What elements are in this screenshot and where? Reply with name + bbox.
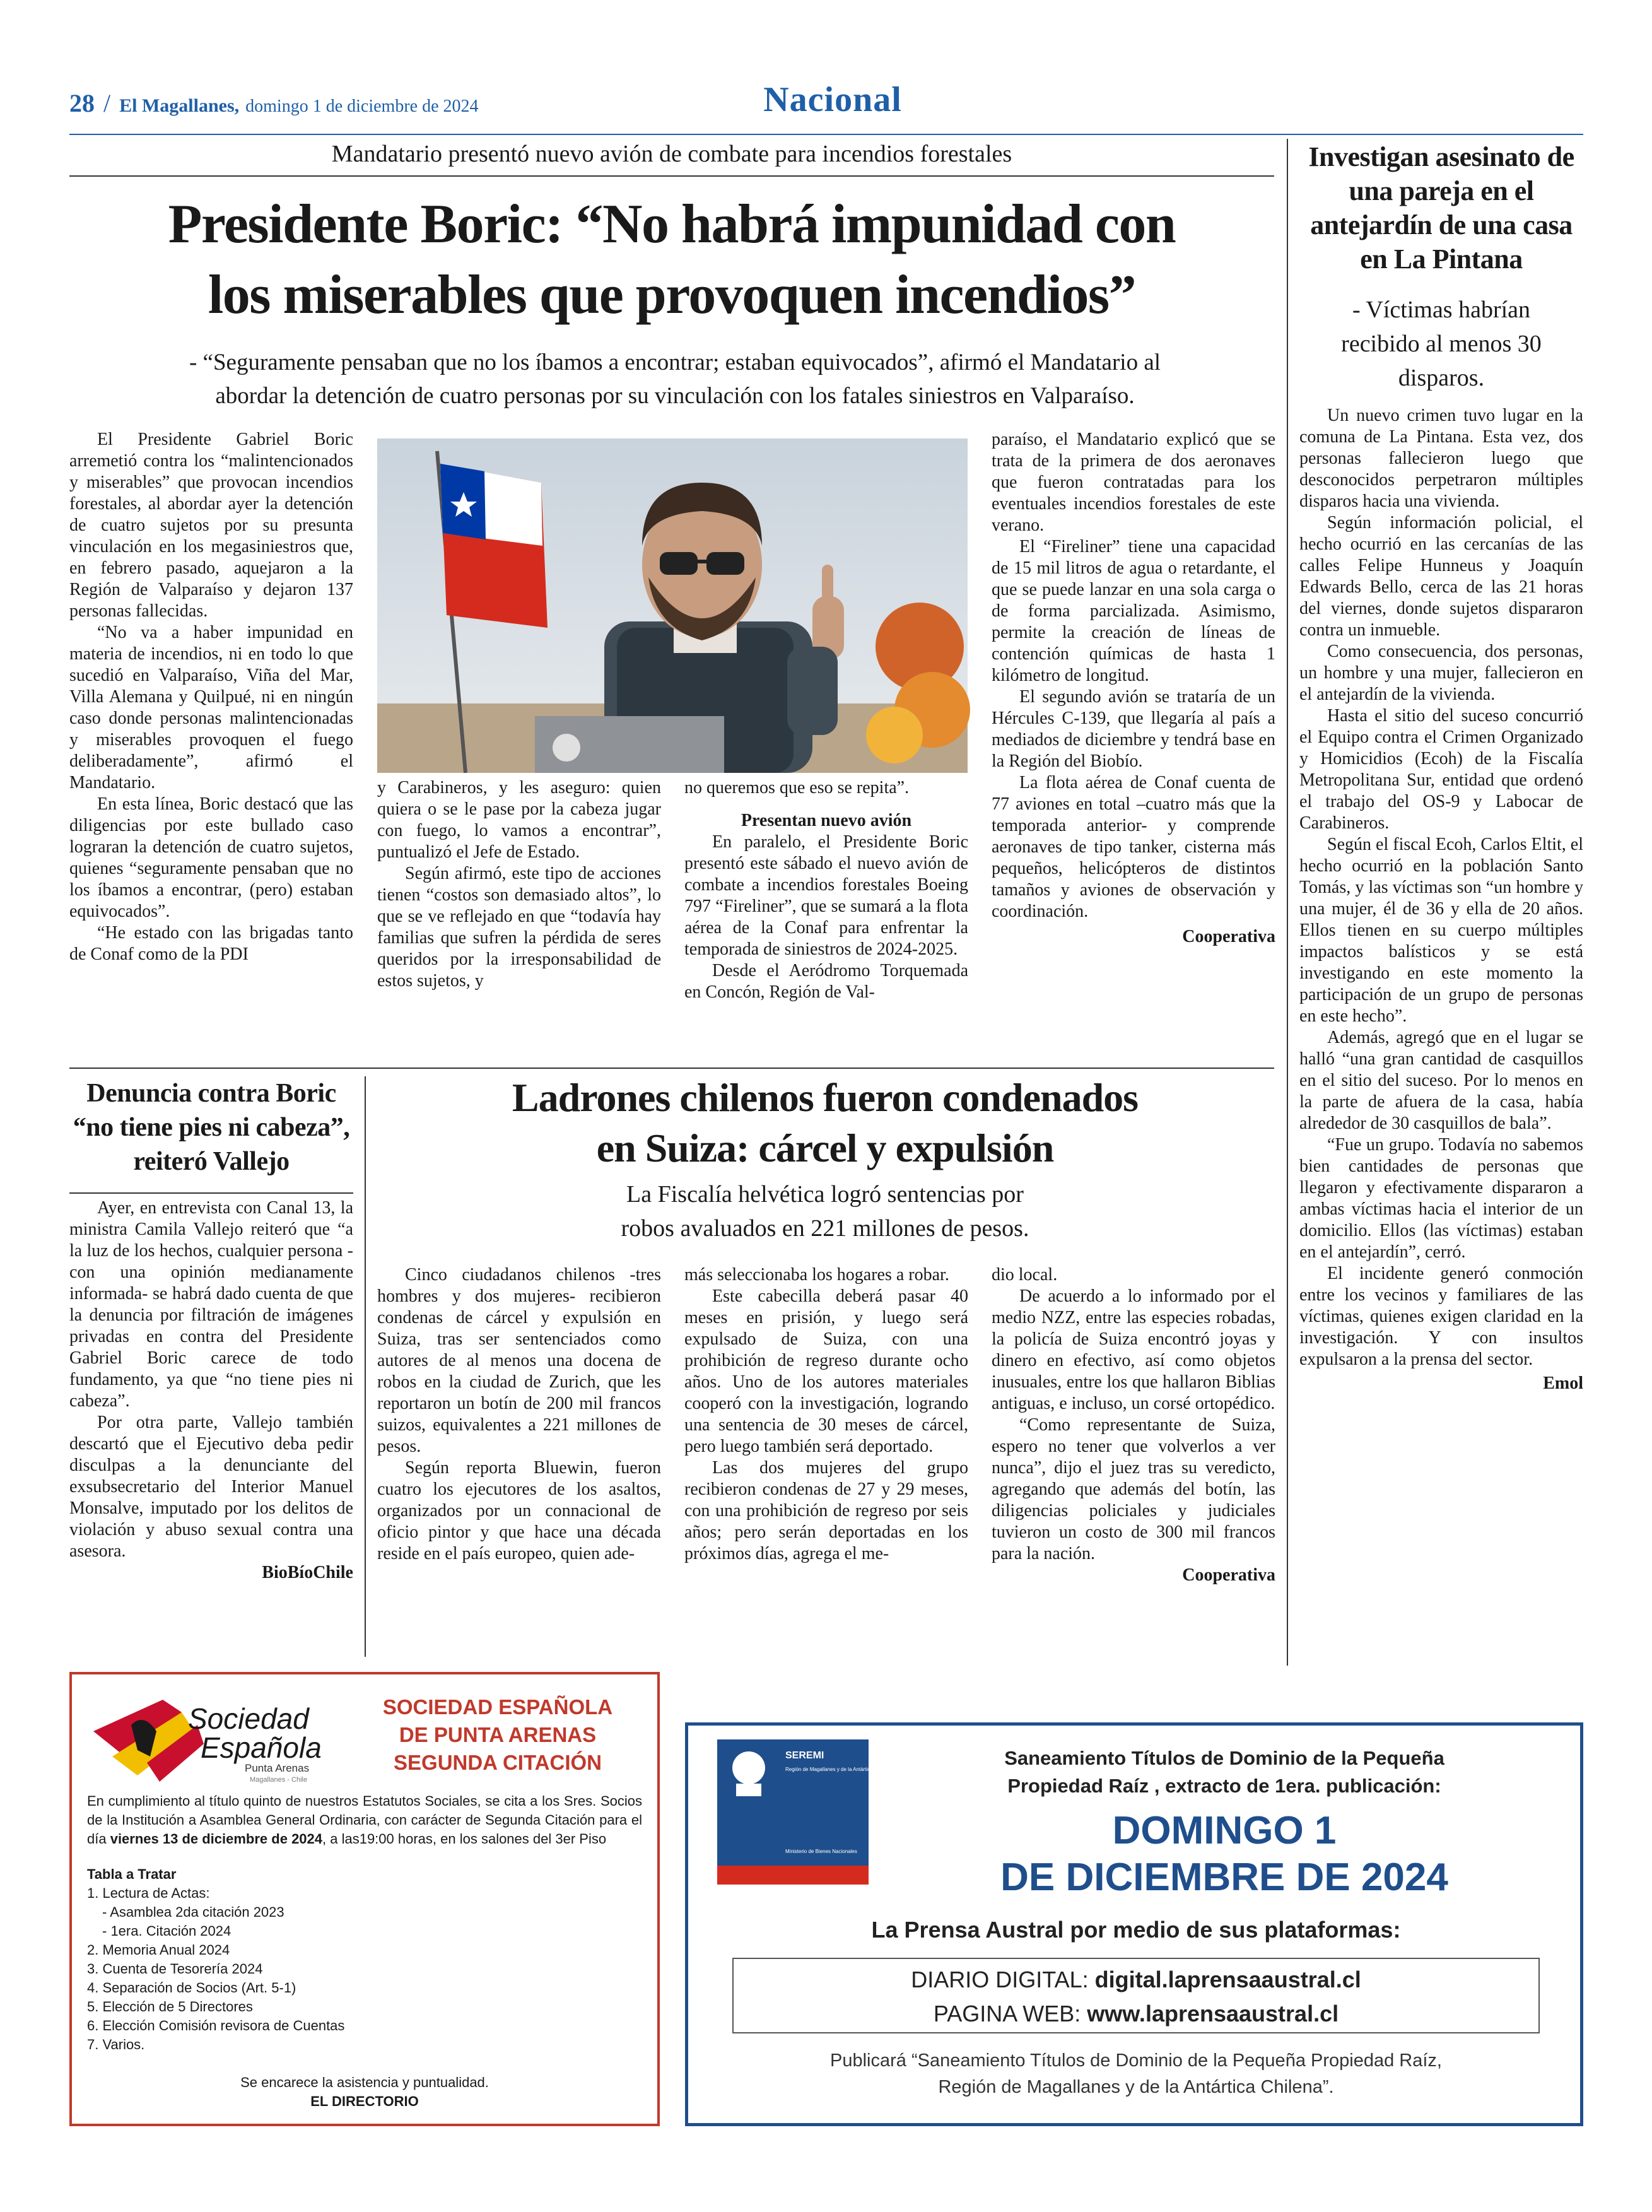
- main-col3-para: En paralelo, el Presidente Boric presentó este sábado el nuevo avión de combate a incendios forestales Boeing 797 “Fireliner”, que se sumará a la flota aérea de la Conaf para enfrentar la temporada de siniestros de 2024-2025.: [684, 832, 968, 959]
- swiss-headline: [377, 1073, 1273, 1174]
- side-para: Hasta el sitio del suceso concurrió el Equipo contra el Crimen Organizado y Homicidios (Ecoh) de la Fiscalía Metropolitana Sur, entidad que ordenó el trabajo del OS-9 y Labocar de Carabineros.: [1299, 706, 1583, 833]
- side-para: Según el fiscal Ecoh, Carlos Eltit, el hecho ocurrió en la población Santo Tomás, y las víctimas son “un hombre y una mujer, él de 36 y ella de 20 años. Ellos tienen en su cuerpo múltiples impactos balísticos y se está investigando en este momento la participación de un grupo de personas en este hecho”.: [1299, 835, 1583, 1026]
- left-para: Por otra parte, Vallejo también descartó que el Ejecutivo deba pedir disculpas a la denunciante del exsubsecretario del Interior Manuel Monsalve, imputado por los delitos de violación y abuso sexual contra una asesora.: [69, 1413, 353, 1561]
- left-divider: [365, 1076, 366, 1657]
- main-col-3: [684, 777, 968, 1061]
- seremi-platforms-text: por medio de sus plataformas:: [1063, 1917, 1401, 1943]
- seremi-heading-line2: Propiedad Raíz , extracto de 1era. publicación:: [1007, 1775, 1441, 1797]
- seremi-platforms: [713, 1915, 1559, 1946]
- sociedad-agenda: [87, 1865, 466, 2067]
- swiss-subtitle-line1: La Fiscalía helvética logró sentencias por: [626, 1181, 1024, 1208]
- sociedad-agenda-item: 7. Varios.: [87, 2037, 145, 2052]
- sociedad-closing: [87, 2073, 642, 2114]
- side-subtitle: - Víctimas habrían recibido al menos 30 disparos.: [1341, 297, 1542, 391]
- left-headline: Denuncia contra Boric “no tiene pies ni cabeza”, reiteró Vallejo: [73, 1079, 350, 1176]
- seremi-web-label: PAGINA WEB:: [933, 2001, 1087, 2027]
- main-bottom-rule: [69, 1068, 1274, 1069]
- side-para: Según información policial, el hecho ocurrió en las cercanías de las calles Felipe Hunneus y Joaquín Edwards Bello, cerca de las 21 horas del viernes, donde sujetos dispararon contra un inmueble.: [1299, 513, 1583, 640]
- sociedad-body-date: viernes 13 de diciembre de 2024: [110, 1831, 323, 1847]
- header-separator: /: [103, 89, 111, 117]
- swiss-col-1: [377, 1264, 661, 1656]
- sociedad-agenda-item: 1. Lectura de Actas:: [87, 1885, 210, 1901]
- paper-name: El Magallanes,: [119, 95, 240, 116]
- main-col4-para: La flota aérea de Conaf cuenta de 77 aviones en total –cuatro más que la temporada anterior- y comprende aeronaves de tipo tanker, cisterna más pequeños, helicópteros de distintos tamaños y aviones de observación y coordinación.: [992, 773, 1275, 921]
- sociedad-signature: EL DIRECTORIO: [310, 2093, 419, 2109]
- left-body: [69, 1197, 353, 1652]
- sociedad-closing-text: Se encarece la asistencia y puntualidad.: [240, 2074, 489, 2090]
- swiss-subtitle-line2: robos avaluados en 221 millones de pesos.: [621, 1215, 1029, 1242]
- sociedad-heading-line3: SEGUNDA CITACIÓN: [394, 1751, 602, 1774]
- page-number: 28: [69, 89, 95, 117]
- side-para: Además, agregó que en el lugar se halló “una gran cantidad de casquillos en el sitio del suceso. Por lo menos en la parte de afuera de la casa, había alrededor de 30 casquillos de bala”.: [1299, 1028, 1583, 1133]
- main-col4-para: El “Fireliner” tiene una capacidad de 15 mil litros de agua o retardante, el que se puede lanzar en una sola carga o de forma parcializada. Asimismo, permite la creación de líneas de contención químicas de hasta 1 kilómetro de longitud.: [992, 537, 1275, 685]
- side-para: Un nuevo crimen tuvo lugar en la comuna de La Pintana. Esta vez, dos personas fallecieron luego que desconocidos perpetraron múltiples disparos hacia una vivienda.: [1299, 406, 1583, 511]
- sociedad-logo: [87, 1687, 339, 1788]
- left-headline-rule: [69, 1192, 353, 1194]
- seremi-date-line2: DE DICIEMBRE DE 2024: [1000, 1856, 1448, 1899]
- sociedad-agenda-item: - 1era. Citación 2024: [102, 1923, 231, 1939]
- swiss-col3-para: De acuerdo a lo informado por el medio NZZ, entre las especies robadas, la policía de Suiza encontró joyas y dinero en efectivo, así como objetos inusuales, entre los que hallaron Biblias antiguas, e incluso, un corsé ortopédico.: [992, 1286, 1275, 1413]
- main-headline-line1: Presidente Boric: “No habrá impunidad con: [168, 194, 1176, 255]
- seremi-date: [877, 1808, 1571, 1902]
- seremi-links-box: [732, 1958, 1540, 2033]
- sociedad-logo-graphic: [87, 1687, 339, 1788]
- side-para: “Fue un grupo. Todavía no sabemos bien cantidades de personas que llegaron y efectivamente dispararon a ambas víctimas hacia el interior de un domicilio. Ellos (las víctimas) estaban en el antejardín”, cerró.: [1299, 1135, 1583, 1262]
- seremi-date-line1: DOMINGO 1: [1112, 1809, 1337, 1852]
- main-photo: [377, 438, 968, 773]
- seremi-web-link[interactable]: www.laprensaaustral.cl: [1087, 2001, 1339, 2027]
- seremi-logo-graphic: [717, 1739, 892, 1885]
- main-kicker: Mandatario presentó nuevo avión de combate para incendios forestales: [331, 141, 1012, 167]
- kicker-rule: [69, 175, 1274, 177]
- ad-seremi: [685, 1722, 1583, 2126]
- seremi-platforms-brand: La Prensa Austral: [871, 1917, 1064, 1943]
- main-col2-para: y Carabineros, y les aseguro: quien quiera o se le pase por la cabeza jugar con fuego, lo vamos a encontrar”, puntualizó el Jefe de Estado.: [377, 778, 661, 862]
- sociedad-agenda-item: 2. Memoria Anual 2024: [87, 1942, 230, 1958]
- main-col3-para: no queremos que eso se repita”.: [684, 778, 910, 797]
- seremi-logo: [717, 1739, 892, 1885]
- sociedad-heading-line2: DE PUNTA ARENAS: [399, 1723, 597, 1746]
- sociedad-agenda-item: 6. Elección Comisión revisora de Cuentas: [87, 2018, 345, 2033]
- sociedad-body-text: En cumplimiento al título quinto de nuestros Estatutos Sociales, se cita a los Sres. Socios de la Institución a Asamblea General Ordinaria, con carácter de Segunda Citación para el día: [87, 1793, 642, 1847]
- swiss-subtitle: [377, 1177, 1273, 1247]
- sociedad-agenda-title: Tabla a Tratar: [87, 1866, 177, 1882]
- main-subtitle-line1: - “Seguramente pensaban que no los íbamos a encontrar; estaban equivocados”, afirmó el Mandatario al: [189, 350, 1161, 375]
- sociedad-agenda-item: 5. Elección de 5 Directores: [87, 1999, 253, 2015]
- main-col-2: [377, 777, 661, 1061]
- swiss-headline-line1: Ladrones chilenos fueron condenados: [512, 1075, 1139, 1120]
- main-col3-subhead: Presentan nuevo avión: [741, 811, 912, 830]
- swiss-col-2: [684, 1264, 968, 1656]
- swiss-col1-para: Según reporta Bluewin, fueron cuatro los ejecutores de los asaltos, organizados por un connacional de oficio pintor y que hace una década reside en el país europeo, quien ade-: [377, 1458, 661, 1563]
- seremi-digital-link[interactable]: digital.laprensaaustral.cl: [1094, 1967, 1361, 1992]
- sociedad-heading-line1: SOCIEDAD ESPAÑOLA: [382, 1695, 613, 1719]
- header-rule: [69, 134, 1583, 135]
- sociedad-agenda-item: 3. Cuenta de Tesorería 2024: [87, 1961, 263, 1977]
- seremi-footer-line2: Región de Magallanes y de la Antártica Chilena”.: [938, 2077, 1334, 2097]
- ad-sociedad-espanola: [69, 1672, 660, 2126]
- seremi-web-row: [734, 1997, 1538, 2031]
- sociedad-body: [87, 1792, 642, 1861]
- main-subtitle: [88, 346, 1262, 415]
- sociedad-agenda-item: 4. Separación de Socios (Art. 5-1): [87, 1980, 296, 1996]
- swiss-source: Cooperativa: [1182, 1565, 1275, 1585]
- swiss-col2-para: Este cabecilla deberá pasar 40 meses en prisión, y luego será expulsado de Suiza, con una prohibición de regreso durante ocho años. Uno de los autores materiales cooperó con la investigación, logrando una sentencia de 30 meses de cárcel, pero luego también será deportado.: [684, 1286, 968, 1456]
- side-para: El incidente generó conmoción entre los vecinos y familiares de las víctimas, quienes exigen claridad en la investigación. Y con insultos expulsaron a la prensa del sector.: [1299, 1264, 1583, 1369]
- seremi-logo-title: SEREMI: [785, 1750, 824, 1761]
- swiss-col3-para: dio local.: [992, 1265, 1058, 1285]
- swiss-col1-para: Cinco ciudadanos chilenos -tres hombres y dos mujeres- recibieron condenas de cárcel y expulsión en Suiza, tras ser sentenciados como autores de al menos una docena de robos en la ciudad de Zurich, que les reportaron un botín de 200 mil francos suizos, equivalentes a 221 millones de pesos.: [377, 1265, 661, 1456]
- main-col1-para: “He estado con las brigadas tanto de Conaf como de la PDI: [69, 923, 353, 964]
- seremi-digital-label: DIARIO DIGITAL:: [911, 1967, 1095, 1992]
- swiss-col-3: [992, 1264, 1275, 1681]
- section-name: Nacional: [763, 80, 902, 119]
- sociedad-heading: [349, 1693, 646, 1782]
- seremi-logo-sub: Región de Magallanes y de la Antártica Chilena: [785, 1767, 892, 1772]
- seremi-logo-ministry: Ministerio de Bienes Nacionales: [785, 1849, 857, 1854]
- seremi-footer-line1: Publicará “Saneamiento Títulos de Dominio de la Pequeña Propiedad Raíz,: [830, 2050, 1442, 2071]
- main-col3-para: Desde el Aeródromo Torquemada en Concón, Región de Val-: [684, 961, 968, 1002]
- side-body: [1299, 405, 1583, 1686]
- main-headline-line2: los miserables que provoquen incendios”: [208, 264, 1136, 326]
- side-source: Emol: [1543, 1374, 1583, 1393]
- side-para: Como consecuencia, dos personas, un hombre y una mujer, fallecieron en el antejardín de la vivienda.: [1299, 642, 1583, 704]
- main-col4-para: El segundo avión se trataría de un Hércules C-139, que llegaría al país a mediados de diciembre y tendrá base en la Región del Biobío.: [992, 687, 1275, 771]
- sociedad-logo-city: Punta Arenas: [245, 1762, 310, 1774]
- main-headline: [69, 189, 1274, 341]
- main-photo-illustration: [377, 438, 968, 773]
- swiss-col3-para: “Como representante de Suiza, espero no tener que volverlos a ver nunca”, dijo el juez tras su veredicto, agregando que además del botín, las diligencias policiales y judiciales tuvieron un costo de 300 mil francos para la nación.: [992, 1415, 1275, 1563]
- main-col2-para: Según afirmó, este tipo de acciones tienen “costos son demasiado altos”, lo que se ve reflejado en que “todavía hay familias que sufren la pérdida de seres queridos por la irresponsabilidad de estos sujetos, y: [377, 864, 661, 991]
- main-col1-para: “No va a haber impunidad en materia de incendios, ni en todo lo que sucedió en Valparaíso, Viña del Mar, Villa Alemana y Quilpué, ni en ningún caso donde personas malintencionadas y miserables provoquen el fuego deliberadamente”, afirmó el Mandatario.: [69, 623, 353, 792]
- left-para: Ayer, en entrevista con Canal 13, la ministra Camila Vallejo reiteró que “a la luz de los hechos, cualquier persona -con una opinión medianamente informada- se habrá dado cuenta de que la denuncia por filtración de imágenes privadas en contra del Presidente Gabriel Boric carece de todo fundamento, ya que “no tiene pies ni cabeza”.: [69, 1198, 353, 1411]
- seremi-heading: [877, 1744, 1571, 1801]
- swiss-col2-para: Las dos mujeres del grupo recibieron condenas de 27 y 29 meses, con una prohibición de regreso por seis años; pero serán deportadas en los próximos días, agrega el me-: [684, 1458, 968, 1563]
- left-source: BioBíoChile: [262, 1563, 353, 1582]
- header-date: domingo 1 de diciembre de 2024: [245, 97, 479, 116]
- seremi-digital-row: [734, 1963, 1538, 1997]
- main-col-1: [69, 429, 353, 1060]
- side-headline: Investigan asesinato de una pareja en el antejardín de una casa en La Pintana: [1308, 141, 1574, 274]
- sociedad-body-text-2: , a las19:00 horas, en los salones del 3er Piso: [322, 1831, 607, 1847]
- swiss-col2-para: más seleccionaba los hogares a robar.: [684, 1265, 949, 1285]
- swiss-headline-line2: en Suiza: cárcel y expulsión: [596, 1126, 1054, 1170]
- sociedad-agenda-item: - Asamblea 2da citación 2023: [102, 1904, 284, 1920]
- main-col-4: [992, 429, 1275, 1060]
- main-col4-para: paraíso, el Mandatario explicó que se trata de la primera de dos aeronaves que fueron contratadas para los eventuales incendios forestales de este verano.: [992, 430, 1275, 535]
- main-source: Cooperativa: [1182, 927, 1275, 946]
- seremi-heading-line1: Saneamiento Títulos de Dominio de la Pequeña: [1004, 1747, 1444, 1769]
- seremi-footer: [713, 2047, 1559, 2104]
- side-divider: [1287, 139, 1288, 1666]
- main-col1-para: En esta línea, Boric destacó que las diligencias por este bullado caso lograran la detención de cuatro sujetos, quienes “seguramente pensaban que no los íbamos a encontrar, (pero) estaban equivocados”.: [69, 794, 353, 921]
- main-col1-para: El Presidente Gabriel Boric arremetió contra los “malintencionados y miserables” que provocan incendios forestales, al abordar ayer la detención de cuatro sujetos por su presunta vinculación en los megasiniestros que, en febrero pasado, aquejaron a la Región de Valparaíso y dejaron 137 personas fallecidas.: [69, 430, 353, 621]
- sociedad-logo-line2: Española: [201, 1731, 322, 1764]
- sociedad-logo-region: Magallanes - Chile: [250, 1776, 308, 1784]
- main-subtitle-line2: abordar la detención de cuatro personas por su vinculación con los fatales siniestros en Valparaíso.: [215, 383, 1135, 409]
- sociedad-logo-line1: Sociedad: [188, 1702, 309, 1735]
